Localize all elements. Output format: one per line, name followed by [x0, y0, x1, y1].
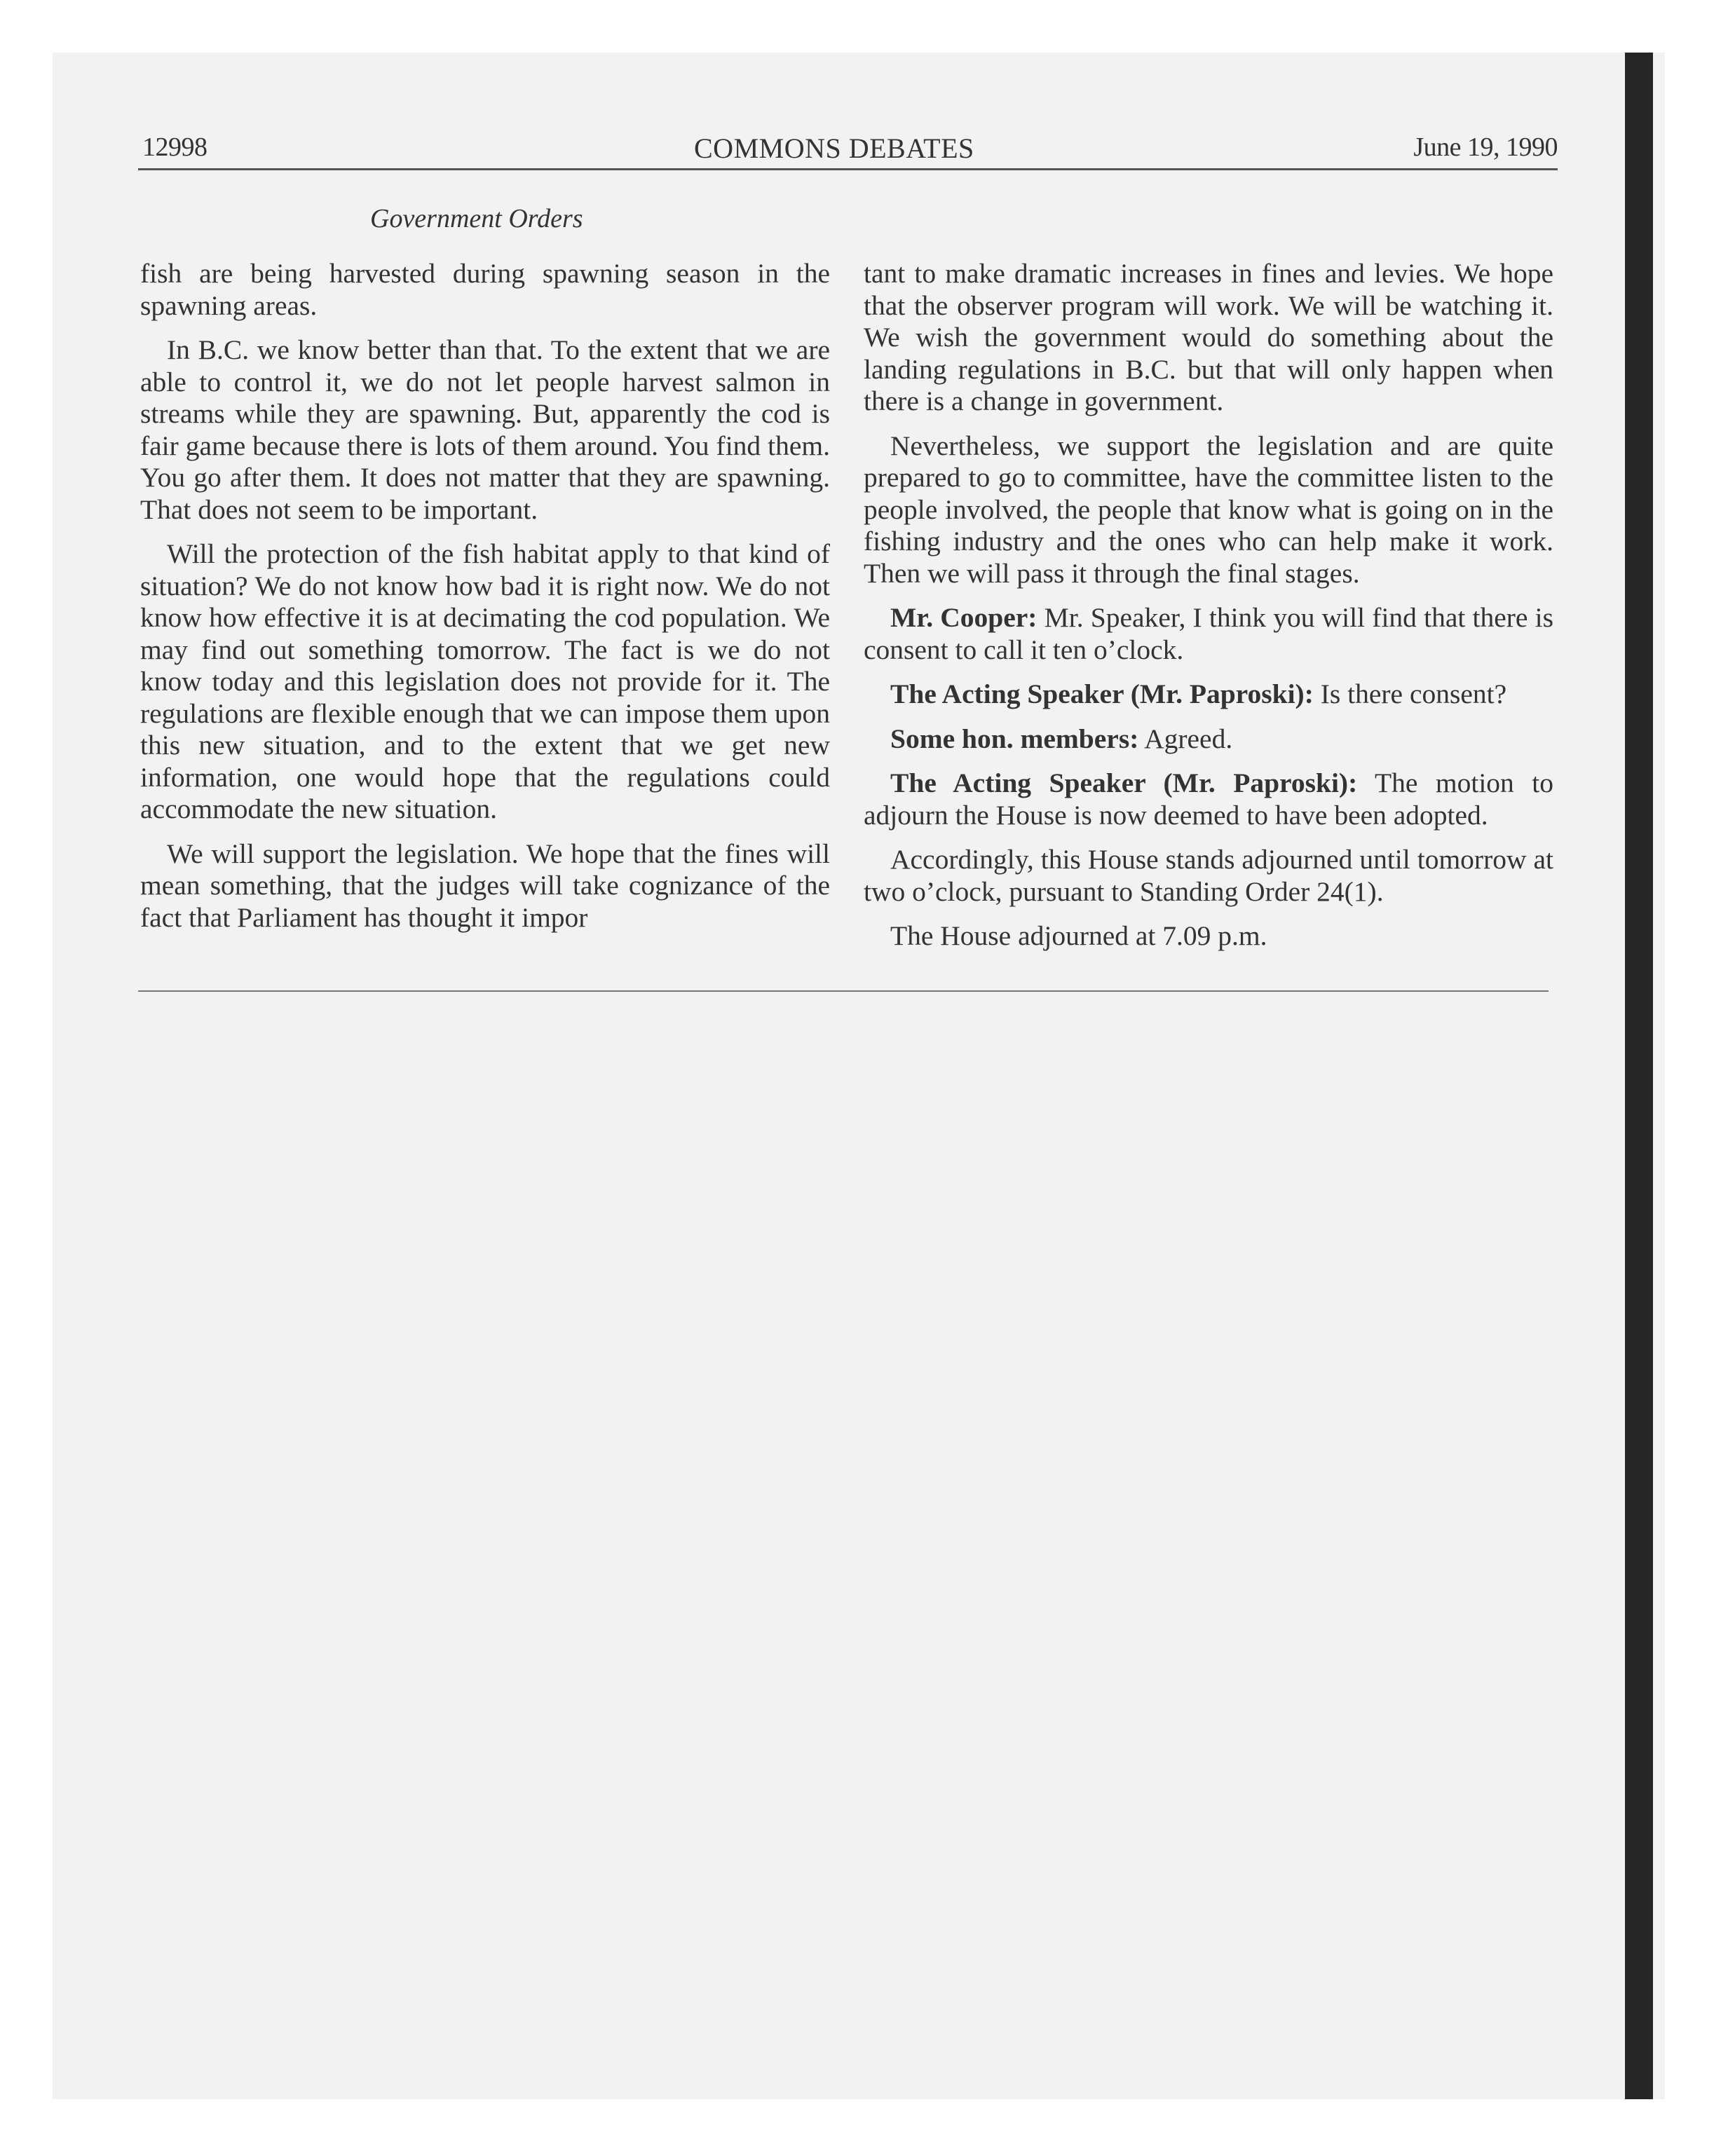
- end-rule: [138, 990, 1549, 992]
- paragraph: We will support the legislation. We hope that the fines will mean something, that the judges will take cognizance of the fact that Parliament has thought it impor: [140, 838, 830, 933]
- speaker-name: The Acting Speaker (Mr. Paproski):: [890, 767, 1358, 798]
- section-title: Government Orders: [370, 204, 583, 233]
- page-number: 12998: [142, 132, 207, 162]
- left-column: [140, 258, 830, 946]
- paragraph: Nevertheless, we support the legislation and are quite prepared to go to committee, have the committee listen to the people involved, the people that know what is going on in the fishing industry and the ones who can help make it work. Then we will pass it through the final stages.: [864, 430, 1553, 589]
- paragraph: fish are being harvested during spawning season in the spawning areas.: [140, 258, 830, 321]
- publication-title: COMMONS DEBATES: [694, 132, 974, 164]
- speech-text: The motion to adjourn the House is now deemed to have been adopted.: [864, 767, 1553, 831]
- paragraph: tant to make dramatic increases in fines and levies. We hope that the observer program will work. We will be watching it. We wish the government would do something about the landing regulations in B.C. but that will only happen when there is a change in government.: [864, 258, 1553, 416]
- speaker-name: Mr. Cooper:: [890, 602, 1037, 633]
- speech-text: Mr. Speaker, I think you will find that there is consent to call it ten o’clock.: [864, 602, 1553, 665]
- speech-text: Agreed.: [1138, 723, 1233, 754]
- paragraph: Will the protection of the fish habitat apply to that kind of situation? We do not know how bad it is right now. We do not know how effective it is at decimating the cod population. We may find out something tomorrow. The fact is we do not know today and this legislation does not provide for it. The regulations are flexible enough that we can impose them upon this new situation, and to the extent that we get new information, one would hope that the regulations could accommodate the new situation.: [140, 538, 830, 824]
- speech-paragraph: [864, 723, 1553, 756]
- header-rule: [138, 168, 1558, 170]
- speaker-name: The Acting Speaker (Mr. Paproski):: [890, 678, 1314, 709]
- speech-paragraph: [864, 678, 1553, 711]
- right-column: [864, 258, 1553, 965]
- speaker-name: Some hon. members:: [890, 723, 1139, 754]
- paragraph: In B.C. we know better than that. To the extent that we are able to control it, we do not let people harvest salmon in streams while they are spawning. But, apparently the cod is fair game because there is lots of them around. You find them. You go after them. It does not matter that they are spawning. That does not seem to be important.: [140, 334, 830, 525]
- scan-edge-bar: [1625, 53, 1653, 2099]
- paragraph: Accordingly, this House stands adjourned until tomorrow at two o’clock, pursuant to Standing Order 24(1).: [864, 844, 1553, 907]
- adjournment-note: The House adjourned at 7.09 p.m.: [890, 920, 1267, 951]
- speech-text: Is there consent?: [1313, 678, 1507, 709]
- speech-paragraph: [864, 767, 1553, 831]
- publication-date: June 19, 1990: [1413, 132, 1558, 162]
- speech-paragraph: [864, 602, 1553, 666]
